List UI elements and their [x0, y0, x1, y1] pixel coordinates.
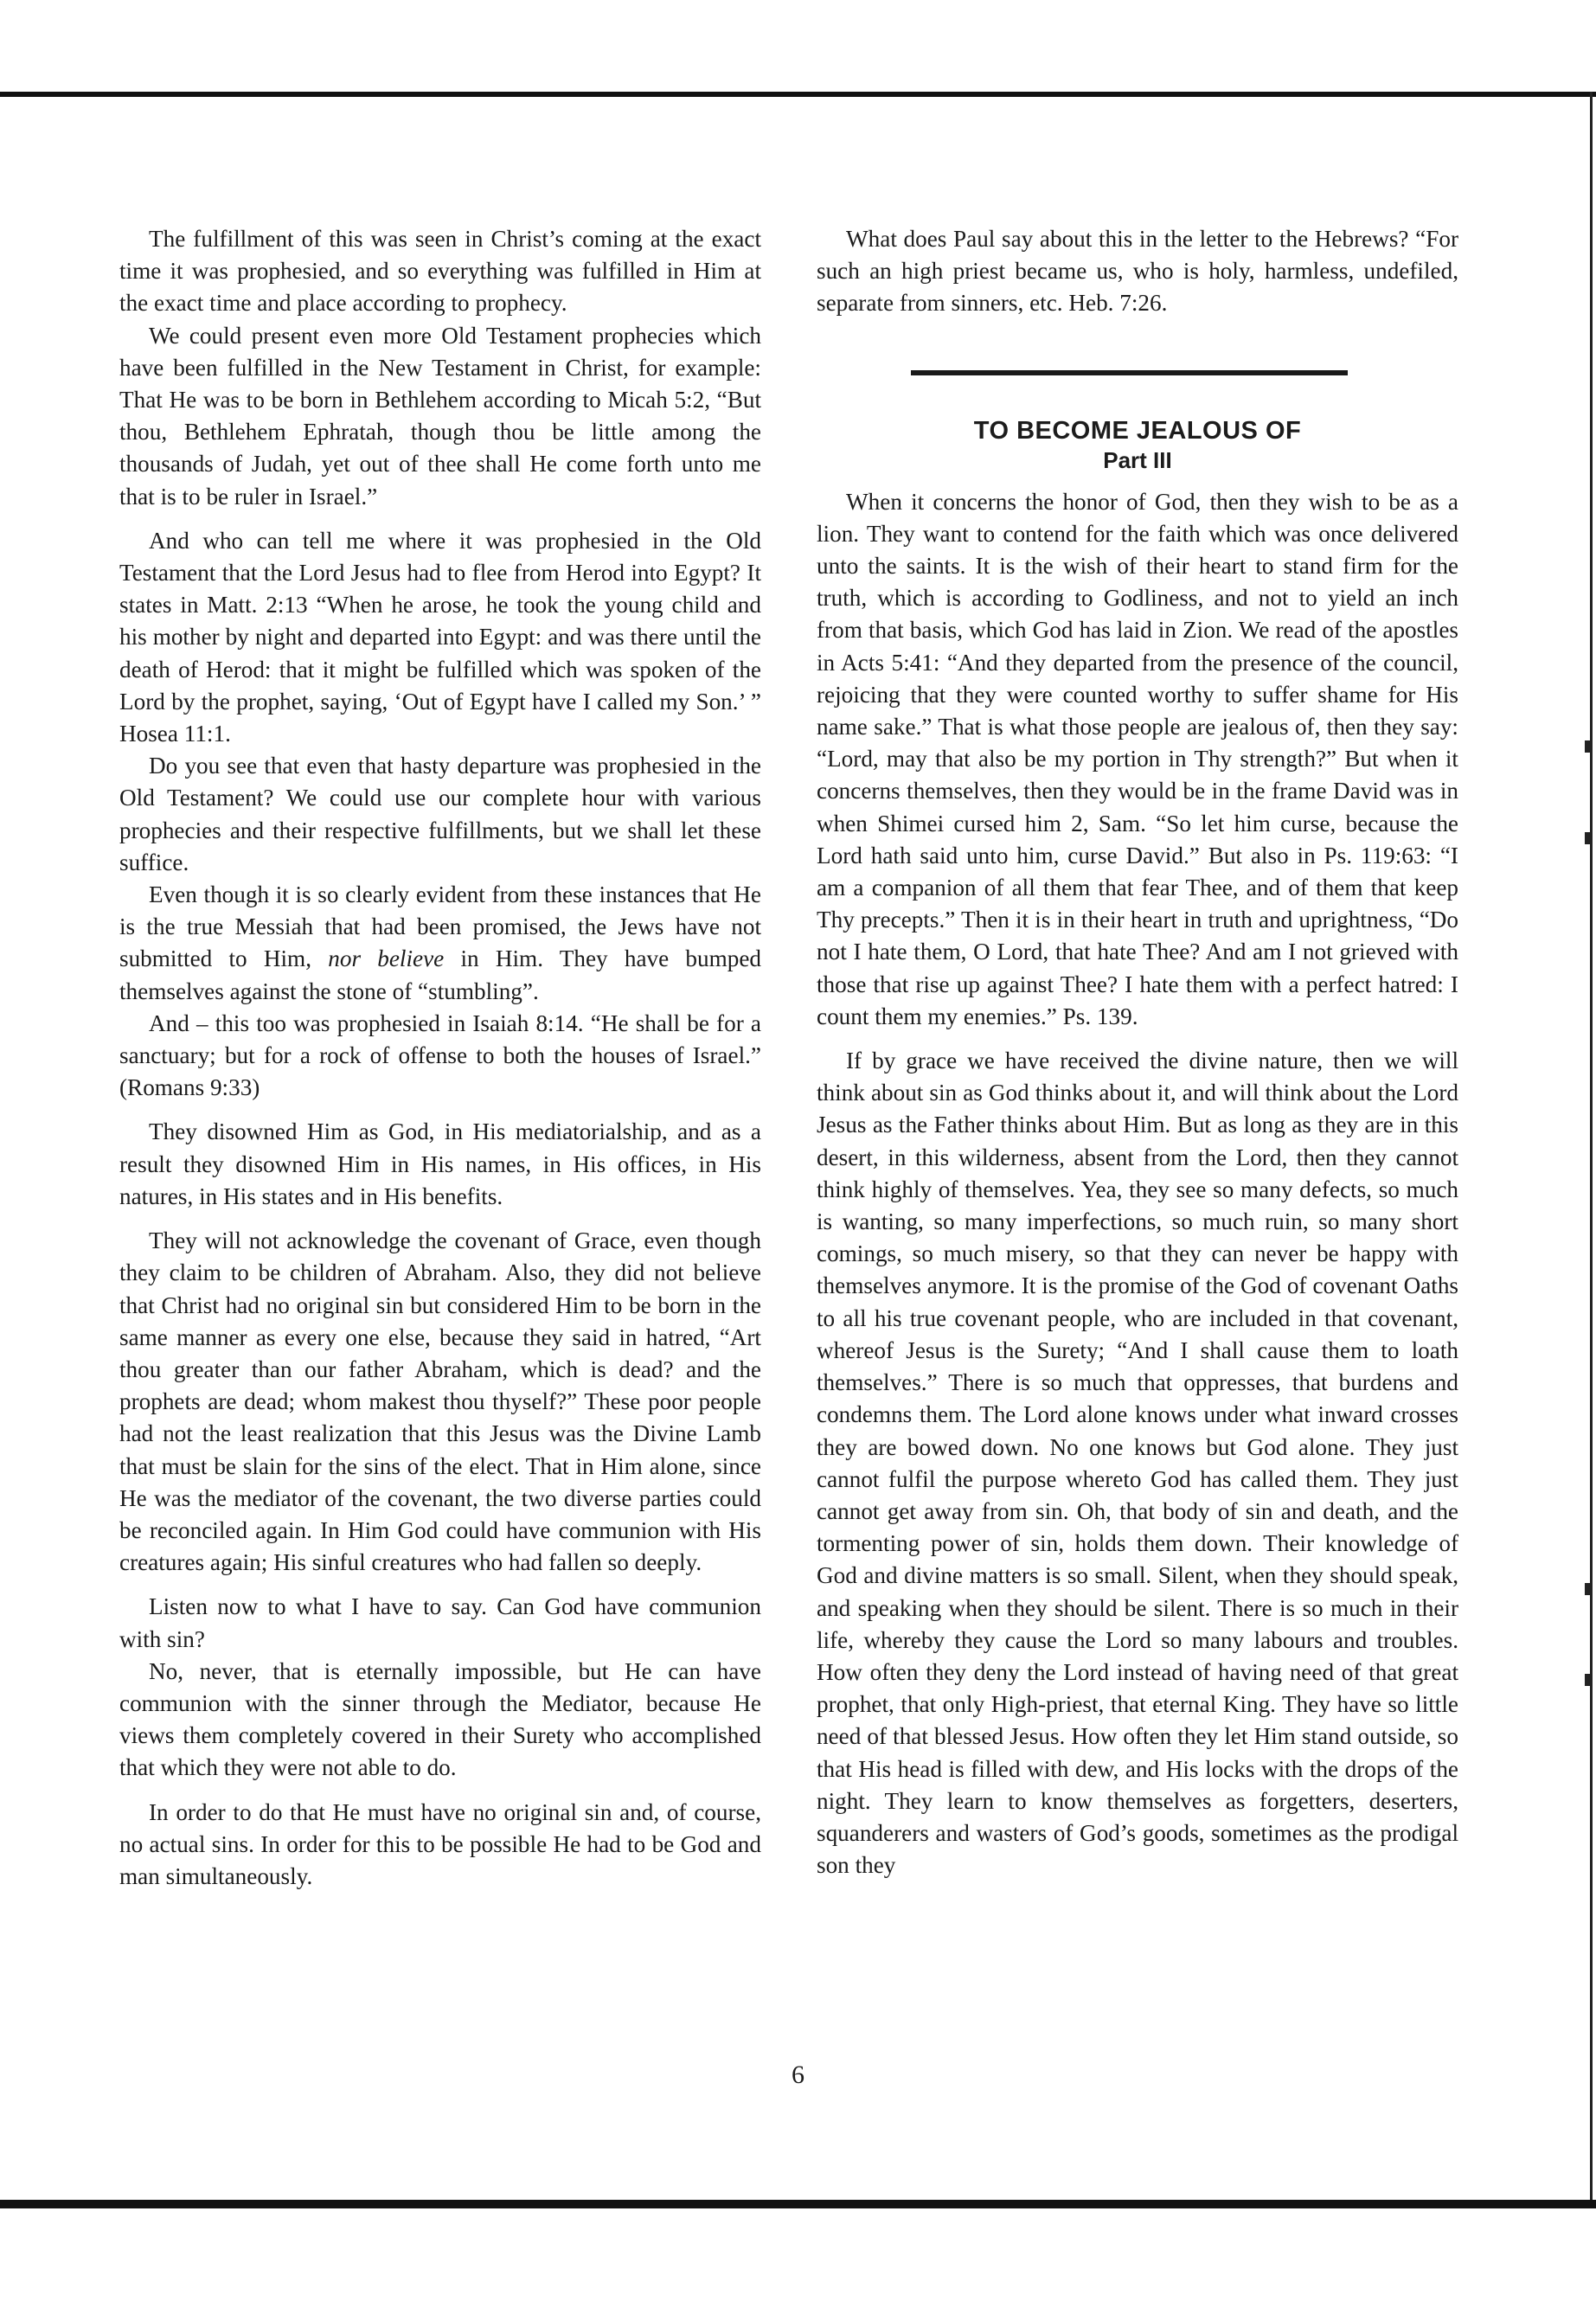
article-heading: TO BECOME JEALOUS OF — [973, 416, 1302, 445]
paragraph: What does Paul say about this in the letter to the Hebrews? “For such an high priest became us, who is holy, harmless, undefiled, separate from sinners, etc. Heb. 7:26. — [817, 226, 1458, 317]
paragraph: The fulfillment of this was seen in Christ’s coming at the exact time it was prophesied, and so everything was fulfilled in Him at the exact time and place according to prophecy. — [119, 226, 761, 317]
paragraph: We could present even more Old Testament prophecies which have been fulfilled in the New Testament in Christ, for example: That He was to be born in Bethlehem according to Micah 5:2, “But thou, Bethlehem Ephratah, though thou be little among the thousands of Judah, yet out of thee shall He come forth unto me that is to be ruler in Israel.” — [119, 322, 761, 510]
paragraph: Listen now to what I have to say. Can God have communion with sin? — [119, 1593, 761, 1652]
page-frame-right — [1590, 92, 1593, 2208]
scan-edge-mark — [1585, 1674, 1590, 1686]
scan-edge-mark — [1585, 1583, 1590, 1595]
paragraph: And – this too was prophesied in Isaiah 8:14. “He shall be for a sanctuary; but for a rock of offense to both the houses of Israel.” (Romans 9:33) — [119, 1009, 761, 1101]
article-subheading: Part III — [1103, 446, 1172, 473]
paragraph: When it concerns the honor of God, then they wish to be as a lion. They want to contend for the faith which was once delivered unto the saints. It is the wish of their heart to stand firm for the truth, which is according to Godliness, and not to yield an inch from that basis, which God has laid in Zion. We read of the apostles in Acts 5:41: “And they departed from the presence of the council, rejoicing that they were counted worthy to suffer shame for His name sake.” That is what those people are jealous of, then they say: “Lord, may that also be my portion in Thy strength?” But when it concerns themselves, then they would be in the frame David was in when Shimei cursed him 2, Sam. “So let him curse, because the Lord hath said unto him, curse David.” But also in Ps. 119:63: “I am a companion of all them that fear Thee, and of them that keep Thy precepts.” Then it is in their heart in truth and uprightness, “Do not I hate them, O Lord, that hate Thee? And am I not grieved with those that rise up against Thee? I hate them with a perfect hatred: I count them my enemies.” Ps. 139. — [817, 488, 1458, 1029]
text-run: Even though it is so clearly evident from these instances that He is the true Messiah that had been promised, the Jews have not submitted to Him, — [119, 881, 761, 972]
section-divider — [911, 370, 1348, 375]
page-frame-bottom — [0, 2200, 1596, 2208]
paragraph: Do you see that even that hasty departure was prophesied in the Old Testament? We could use our complete hour with various prophecies and their respective fulfillments, but we shall let these suffice. — [119, 753, 761, 875]
scan-edge-mark — [1585, 740, 1590, 753]
italic-phrase: nor believe — [328, 945, 445, 972]
left-column — [119, 223, 761, 1893]
page-number: 6 — [792, 2061, 804, 2089]
text-run: in Him. They have bumped themselves against the stone of “stumbling”. — [119, 945, 762, 1004]
paragraph: In order to do that He must have no original sin and, of course, no actual sins. In order for this to be possible He had to be God and man simultaneously. — [119, 1798, 761, 1889]
right-column — [817, 223, 1458, 1881]
paragraph: If by grace we have received the divine nature, then we will think about sin as God thinks about it, and will think about the Lord Jesus as the Father thinks about Him. But as long as they are in this desert, in this wilderness, absent from the Lord, then they cannot think highly of themselves. Yea, they see so many defects, so much is wanting, so many imperfections, so much ruin, so many short comings, so much misery, so that they can never be happy with themselves anymore. It is the promise of the God of covenant Oaths to all his true covenant people, who are included in that covenant, whereof Jesus is the Surety; “And I shall cause them to loath themselves.” There is so much that oppresses, that burdens and condemns them. The Lord alone knows under what inward crosses they are bowed down. No one knows but God alone. They just cannot fulfil the purpose whereto God has called them. They just cannot get away from sin. Oh, that body of sin and death, and the tormenting power of sin, holds them down. Their knowledge of God and divine matters is so small. Silent, when they should speak, and speaking when they should be silent. There is so much in their life, whereby they cause the Lord so many labours and troubles. How often they deny the Lord instead of having need of that great prophet, that only High-priest, that eternal King. They have so little need of that blessed Jesus. How often they let Him stand outside, so that His head is filled with dew, and His locks with the drops of the night. They learn to know themselves as forgetters, deserters, squanderers and wasters of God’s goods, sometimes as the prodigal son they — [817, 1048, 1458, 1879]
paragraph: They will not acknowledge the covenant of Grace, even though they claim to be children of Abraham. Also, they did not believe that Christ had no original sin but considered Him to be born in the same manner as every one else, because they said in hatred, “Art thou greater than our father Abraham, which is dead? and the prophets are dead; whom makest thou thyself?” These poor people had not the least realization that this Jesus was the Divine Lamb that must be slain for the sins of the elect. That in Him alone, since He was the mediator of the covenant, the two diverse parties could be reconciled again. In Him God could have communion with His creatures again; His sinful creatures who had fallen so deeply. — [119, 1227, 761, 1576]
paragraph: No, never, that is eternally impossible, but He can have communion with the sinner through the Mediator, because He views them completely covered in their Surety who accomplished that which they were not able to do. — [119, 1657, 761, 1781]
paragraph: And who can tell me where it was prophesied in the Old Testament that the Lord Jesus had to flee from Herod into Egypt? It states in Matt. 2:13 “When he arose, he took the young child and his mother by night and departed into Egypt: and was there until the death of Herod: that it might be fulfilled which was spoken of the Lord by the prophet, saying, ‘Out of Egypt have I called my Son.’ ” Hosea 11:1. — [119, 527, 761, 747]
page-frame-top — [0, 92, 1596, 97]
scan-edge-mark — [1585, 832, 1590, 844]
paragraph — [119, 879, 761, 1008]
paragraph: They disowned Him as God, in His mediatorialship, and as a result they disowned Him in His names, in His offices, in His natures, in His states and in His benefits. — [119, 1118, 761, 1209]
